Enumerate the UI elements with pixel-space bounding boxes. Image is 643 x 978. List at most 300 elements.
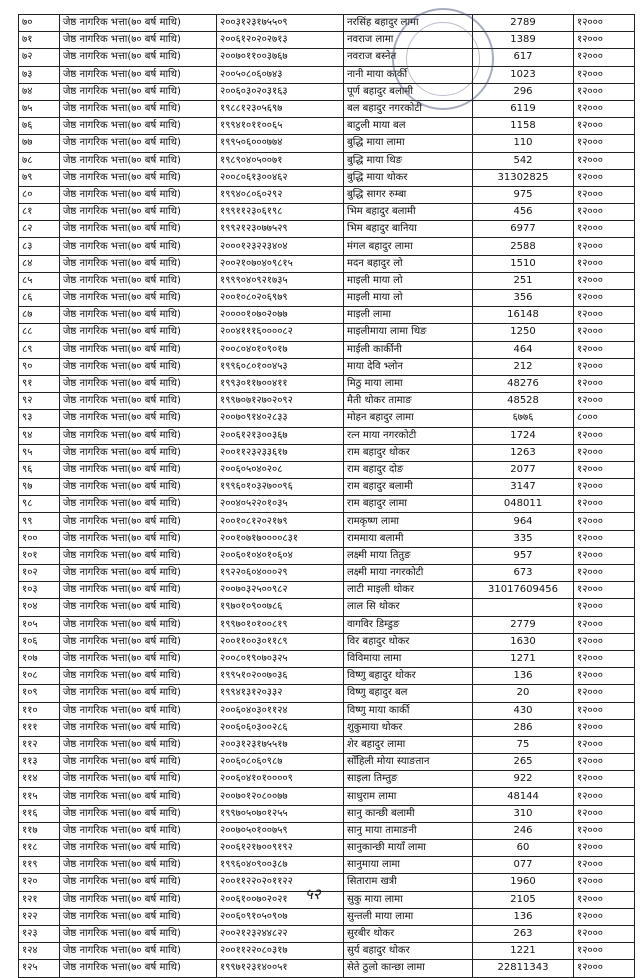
table-row <box>19 341 635 358</box>
serial-number-cell: १११ <box>19 719 60 736</box>
id-number-cell: २००१०८०२०६९७९ <box>217 290 344 307</box>
id-number-cell: २००७०१२०८००७७ <box>217 788 344 805</box>
table-row <box>19 908 635 925</box>
table-row <box>19 925 635 942</box>
table-row <box>19 788 635 805</box>
serial-number-cell: ११३ <box>19 754 60 771</box>
account-number-cell: 1158 <box>473 118 574 135</box>
table-row <box>19 702 635 719</box>
serial-number-cell: १२३ <box>19 925 60 942</box>
serial-number-cell: १०५ <box>19 616 60 633</box>
account-number-cell: 3147 <box>473 479 574 496</box>
serial-number-cell: १०६ <box>19 633 60 650</box>
beneficiary-name-cell: सुर्य बहादुर थोकर <box>344 943 473 960</box>
category-cell: जेष्ठ नागरिक भत्ता(७० बर्ष माथि) <box>60 186 217 203</box>
id-number-cell: २००४१११६००००८२ <box>217 324 344 341</box>
table-row <box>19 83 635 100</box>
account-number-cell: 048011 <box>473 496 574 513</box>
serial-number-cell: ७२ <box>19 49 60 66</box>
table-body <box>19 15 635 978</box>
id-number-cell: २००११२३२३३६१७ <box>217 444 344 461</box>
serial-number-cell: ९२ <box>19 393 60 410</box>
category-cell: जेष्ठ नागरिक भत्ता(७० बर्ष माथि) <box>60 908 217 925</box>
serial-number-cell: ७९ <box>19 169 60 186</box>
serial-number-cell: ८१ <box>19 204 60 221</box>
serial-number-cell: ७० <box>19 15 60 32</box>
id-number-cell: २००६०६०३००२८६ <box>217 719 344 736</box>
table-row <box>19 530 635 547</box>
amount-cell: १२००० <box>574 650 635 667</box>
id-number-cell: २००११००३०११८९ <box>217 633 344 650</box>
category-cell: जेष्ठ नागरिक भत्ता(७० बर्ष माथि) <box>60 461 217 478</box>
account-number-cell: 310 <box>473 805 574 822</box>
account-number-cell: 1510 <box>473 255 574 272</box>
id-number-cell: २००६०१०४०१०६०४ <box>217 547 344 564</box>
category-cell: जेष्ठ नागरिक भत्ता(७० बर्ष माथि) <box>60 702 217 719</box>
id-number-cell: २०००१२३२२३४०४ <box>217 238 344 255</box>
table-row <box>19 238 635 255</box>
table-row <box>19 66 635 83</box>
table-row <box>19 427 635 444</box>
serial-number-cell: १२० <box>19 874 60 891</box>
table-row <box>19 186 635 203</box>
id-number-cell: २००१०७१७००००८३१ <box>217 530 344 547</box>
serial-number-cell: १०२ <box>19 565 60 582</box>
account-number-cell: 6119 <box>473 100 574 117</box>
beneficiary-name-cell: शेर बहादुर लामा <box>344 736 473 753</box>
account-number-cell: 335 <box>473 530 574 547</box>
id-number-cell: २००६०५०४०२०८ <box>217 461 344 478</box>
beneficiary-name-cell: रामकृष्ण लामा <box>344 513 473 530</box>
serial-number-cell: ८३ <box>19 238 60 255</box>
category-cell: जेष्ठ नागरिक भत्ता(७० बर्ष माथि) <box>60 49 217 66</box>
category-cell: जेष्ठ नागरिक भत्ता(७० बर्ष माथि) <box>60 341 217 358</box>
table-row <box>19 393 635 410</box>
category-cell: जेष्ठ नागरिक भत्ता(७० बर्ष माथि) <box>60 874 217 891</box>
account-number-cell: 22811343 <box>473 960 574 977</box>
table-row <box>19 479 635 496</box>
amount-cell: १२००० <box>574 393 635 410</box>
account-number-cell: 16148 <box>473 307 574 324</box>
serial-number-cell: १०९ <box>19 685 60 702</box>
beneficiary-name-cell: विविमाया लामा <box>344 650 473 667</box>
amount-cell: १२००० <box>574 719 635 736</box>
account-number-cell: ६७७६ <box>473 410 574 427</box>
beneficiary-name-cell: मैती थोकर तामाङ <box>344 393 473 410</box>
category-cell: जेष्ठ नागरिक भत्ता(७० बर्ष माथि) <box>60 925 217 942</box>
category-cell: जेष्ठ नागरिक भत्ता(७० बर्ष माथि) <box>60 169 217 186</box>
table-row <box>19 100 635 117</box>
category-cell: जेष्ठ नागरिक भत्ता(७० बर्ष माथि) <box>60 272 217 289</box>
beneficiary-name-cell: पूर्ण बहादुर बलामी <box>344 83 473 100</box>
table-row <box>19 272 635 289</box>
account-number-cell: 356 <box>473 290 574 307</box>
beneficiary-name-cell: सोँहिली मोया स्याङतान <box>344 754 473 771</box>
serial-number-cell: ९५ <box>19 444 60 461</box>
category-cell: जेष्ठ नागरिक भत्ता(७० बर्ष माथि) <box>60 668 217 685</box>
id-number-cell: १९९६०१०३२७००९६ <box>217 479 344 496</box>
account-number-cell: 1960 <box>473 874 574 891</box>
amount-cell: १२००० <box>574 341 635 358</box>
table-row <box>19 118 635 135</box>
account-number-cell: 48144 <box>473 788 574 805</box>
id-number-cell: २००४०५२२०१०३५ <box>217 496 344 513</box>
account-number-cell: 2588 <box>473 238 574 255</box>
category-cell: जेष्ठ नागरिक भत्ता(७० बर्ष माथि) <box>60 255 217 272</box>
beneficiary-name-cell: भिम बहादुर बलामी <box>344 204 473 221</box>
amount-cell: १२००० <box>574 633 635 650</box>
id-number-cell: १९८८१२३०५६९७ <box>217 100 344 117</box>
category-cell: जेष्ठ नागरिक भत्ता(७० बर्ष माथि) <box>60 427 217 444</box>
account-number-cell: 922 <box>473 771 574 788</box>
amount-cell: १२००० <box>574 32 635 49</box>
account-number-cell: 212 <box>473 358 574 375</box>
category-cell: जेष्ठ नागरिक भत्ता(७० बर्ष माथि) <box>60 857 217 874</box>
serial-number-cell: ९७ <box>19 479 60 496</box>
category-cell: जेष्ठ नागरिक भत्ता(७० बर्ष माथि) <box>60 410 217 427</box>
category-cell: जेष्ठ नागरिक भत्ता(७० बर्ष माथि) <box>60 32 217 49</box>
beneficiary-name-cell: नवराज लामा <box>344 32 473 49</box>
serial-number-cell: ८५ <box>19 272 60 289</box>
category-cell: जेष्ठ नागरिक भत्ता(७० बर्ष माथि) <box>60 943 217 960</box>
serial-number-cell: ११६ <box>19 805 60 822</box>
serial-number-cell: ११४ <box>19 771 60 788</box>
serial-number-cell: ७६ <box>19 118 60 135</box>
account-number-cell: 464 <box>473 341 574 358</box>
table-row <box>19 135 635 152</box>
beneficiary-table <box>18 14 635 978</box>
beneficiary-name-cell: वागविर डिम्डुङ <box>344 616 473 633</box>
id-number-cell: २००३१२३१७५५१७ <box>217 736 344 753</box>
table-row <box>19 599 635 616</box>
serial-number-cell: ९६ <box>19 461 60 478</box>
amount-cell: १२००० <box>574 685 635 702</box>
amount-cell: १२००० <box>574 49 635 66</box>
id-number-cell: १९९९०४०९२१७३५ <box>217 272 344 289</box>
serial-number-cell: ७७ <box>19 135 60 152</box>
beneficiary-name-cell: माइली माया लो <box>344 290 473 307</box>
category-cell: जेष्ठ नागरिक भत्ता(७० बर्ष माथि) <box>60 736 217 753</box>
account-number-cell: 673 <box>473 565 574 582</box>
account-number-cell: 1221 <box>473 943 574 960</box>
account-number-cell: 60 <box>473 840 574 857</box>
amount-cell: १२००० <box>574 822 635 839</box>
amount-cell: १२००० <box>574 66 635 83</box>
amount-cell: १२००० <box>574 290 635 307</box>
beneficiary-name-cell: सुकु माया लामा <box>344 891 473 908</box>
amount-cell: १२००० <box>574 857 635 874</box>
amount-cell: १२००० <box>574 771 635 788</box>
table-row <box>19 410 635 427</box>
amount-cell: १२००० <box>574 186 635 203</box>
table-row <box>19 582 635 599</box>
account-number-cell: 136 <box>473 908 574 925</box>
serial-number-cell: १२५ <box>19 960 60 977</box>
id-number-cell: १९९३०११७००४११ <box>217 375 344 392</box>
table-row <box>19 444 635 461</box>
beneficiary-name-cell: बल बहादुर नगरकोटी <box>344 100 473 117</box>
id-number-cell: २००६१२०२०२७१३ <box>217 32 344 49</box>
id-number-cell: २००७०११००३७६७ <box>217 49 344 66</box>
id-number-cell: २००२१२३२४४८२२ <box>217 925 344 942</box>
serial-number-cell: ८० <box>19 186 60 203</box>
id-number-cell: २००५०८०६०७४३ <box>217 66 344 83</box>
amount-cell: १२००० <box>574 616 635 633</box>
account-number-cell: 617 <box>473 49 574 66</box>
beneficiary-name-cell: नानी माया कार्की <box>344 66 473 83</box>
id-number-cell: १९९११२३०६१९८ <box>217 204 344 221</box>
id-number-cell: १९९४०८०६०२९२ <box>217 186 344 203</box>
amount-cell: १२००० <box>574 530 635 547</box>
beneficiary-name-cell: नरसिंह बहादुर लामा <box>344 15 473 32</box>
id-number-cell: १९९७०५०७०१२५५ <box>217 805 344 822</box>
beneficiary-name-cell: राम बहादुर दोङ <box>344 461 473 478</box>
id-number-cell: २००६०९१०५०९०७ <box>217 908 344 925</box>
account-number-cell: 077 <box>473 857 574 874</box>
id-number-cell: २००६१२१३००३६७ <box>217 427 344 444</box>
account-number-cell: 110 <box>473 135 574 152</box>
amount-cell: १२००० <box>574 513 635 530</box>
serial-number-cell: ८६ <box>19 290 60 307</box>
category-cell: जेष्ठ नागरिक भत्ता(७० बर्ष माथि) <box>60 719 217 736</box>
category-cell: जेष्ठ नागरिक भत्ता(७० बर्ष माथि) <box>60 633 217 650</box>
id-number-cell: १९९६०४०९००३८७ <box>217 857 344 874</box>
table-row <box>19 685 635 702</box>
id-number-cell: २००१०८१२०२१७९ <box>217 513 344 530</box>
table-row <box>19 375 635 392</box>
table-row <box>19 633 635 650</box>
id-number-cell: २००७०९१४०२८३३ <box>217 410 344 427</box>
id-number-cell: २००११२२०२०११२२ <box>217 874 344 891</box>
category-cell: जेष्ठ नागरिक भत्ता(७० बर्ष माथि) <box>60 891 217 908</box>
beneficiary-name-cell: भिम बहादुर बानिया <box>344 221 473 238</box>
account-number-cell: 1023 <box>473 66 574 83</box>
amount-cell: १२००० <box>574 272 635 289</box>
table-row <box>19 771 635 788</box>
amount-cell: १२००० <box>574 908 635 925</box>
table-row <box>19 290 635 307</box>
account-number-cell: 48528 <box>473 393 574 410</box>
beneficiary-name-cell: साइला तिम्तुङ <box>344 771 473 788</box>
beneficiary-name-cell: सुन्तली माया लामा <box>344 908 473 925</box>
id-number-cell: १९२२०६०४०००२९ <box>217 565 344 582</box>
account-number-cell: 2105 <box>473 891 574 908</box>
beneficiary-sheet <box>18 14 634 978</box>
amount-cell: १२००० <box>574 358 635 375</box>
beneficiary-name-cell: राममाया बलामी <box>344 530 473 547</box>
beneficiary-name-cell: राम बहादुर बलामी <box>344 479 473 496</box>
id-number-cell: १९९६०८०१००४५३ <box>217 358 344 375</box>
category-cell: जेष्ठ नागरिक भत्ता(७० बर्ष माथि) <box>60 307 217 324</box>
serial-number-cell: ११५ <box>19 788 60 805</box>
amount-cell: १२००० <box>574 135 635 152</box>
beneficiary-name-cell: मोहन बहादुर लामा <box>344 410 473 427</box>
beneficiary-name-cell: बुद्धि माया थिङ <box>344 152 473 169</box>
category-cell: जेष्ठ नागरिक भत्ता(७० बर्ष माथि) <box>60 118 217 135</box>
serial-number-cell: ११९ <box>19 857 60 874</box>
serial-number-cell: ७३ <box>19 66 60 83</box>
table-row <box>19 616 635 633</box>
table-row <box>19 255 635 272</box>
category-cell: जेष्ठ नागरिक भत्ता(७० बर्ष माथि) <box>60 805 217 822</box>
account-number-cell: 2077 <box>473 461 574 478</box>
table-row <box>19 32 635 49</box>
amount-cell: १२००० <box>574 324 635 341</box>
serial-number-cell: ७१ <box>19 32 60 49</box>
category-cell: जेष्ठ नागरिक भत्ता(७० बर्ष माथि) <box>60 530 217 547</box>
category-cell: जेष्ठ नागरिक भत्ता(७० बर्ष माथि) <box>60 754 217 771</box>
category-cell: जेष्ठ नागरिक भत्ता(७० बर्ष माथि) <box>60 324 217 341</box>
table-row <box>19 496 635 513</box>
account-number-cell: 296 <box>473 83 574 100</box>
id-number-cell: २००६०८०६०९८७ <box>217 754 344 771</box>
account-number-cell: 1389 <box>473 32 574 49</box>
serial-number-cell: ८७ <box>19 307 60 324</box>
account-number-cell: 265 <box>473 754 574 771</box>
id-number-cell: २००००१०७०२०७७ <box>217 307 344 324</box>
serial-number-cell: ९१ <box>19 375 60 392</box>
amount-cell: १२००० <box>574 874 635 891</box>
account-number-cell: 1724 <box>473 427 574 444</box>
id-number-cell: १९९५०६०००७७४ <box>217 135 344 152</box>
amount-cell: १२००० <box>574 15 635 32</box>
amount-cell: १२००० <box>574 375 635 392</box>
table-row <box>19 204 635 221</box>
id-number-cell: १९८९०४०५००७१ <box>217 152 344 169</box>
serial-number-cell: १०४ <box>19 599 60 616</box>
table-row <box>19 943 635 960</box>
account-number-cell: 286 <box>473 719 574 736</box>
beneficiary-name-cell: मंगल बहादुर लामा <box>344 238 473 255</box>
id-number-cell: १९९५१०२००७०३६ <box>217 668 344 685</box>
serial-number-cell: १२४ <box>19 943 60 960</box>
amount-cell: १२००० <box>574 221 635 238</box>
account-number-cell: 1263 <box>473 444 574 461</box>
table-row <box>19 307 635 324</box>
table-row <box>19 822 635 839</box>
category-cell: जेष्ठ नागरिक भत्ता(७० बर्ष माथि) <box>60 204 217 221</box>
category-cell: जेष्ठ नागरिक भत्ता(७० बर्ष माथि) <box>60 290 217 307</box>
serial-number-cell: ९९ <box>19 513 60 530</box>
account-number-cell: 430 <box>473 702 574 719</box>
category-cell: जेष्ठ नागरिक भत्ता(७० बर्ष माथि) <box>60 135 217 152</box>
id-number-cell: २००६१००७०२०२१ <box>217 891 344 908</box>
amount-cell: १२००० <box>574 754 635 771</box>
beneficiary-name-cell: बाटुली माया बल <box>344 118 473 135</box>
id-number-cell: १९९२१२३०७७५२९ <box>217 221 344 238</box>
beneficiary-name-cell: मिठु माया लामा <box>344 375 473 392</box>
table-row <box>19 754 635 771</box>
table-row <box>19 565 635 582</box>
beneficiary-name-cell: बुद्धि माया लामा <box>344 135 473 152</box>
category-cell: जेष्ठ नागरिक भत्ता(७० बर्ष माथि) <box>60 152 217 169</box>
beneficiary-name-cell: लाटी माइली थोकर <box>344 582 473 599</box>
serial-number-cell: ७४ <box>19 83 60 100</box>
amount-cell: १२००० <box>574 582 635 599</box>
account-number-cell: 957 <box>473 547 574 564</box>
id-number-cell: २००२१०७०४०९८१५ <box>217 255 344 272</box>
table-row <box>19 461 635 478</box>
account-number-cell: 964 <box>473 513 574 530</box>
id-number-cell: २००७०५०१००७५९ <box>217 822 344 839</box>
beneficiary-name-cell: बुद्धि सागर रुम्बा <box>344 186 473 203</box>
category-cell: जेष्ठ नागरिक भत्ता(७० बर्ष माथि) <box>60 582 217 599</box>
beneficiary-name-cell: लक्ष्मी माया तितुङ <box>344 547 473 564</box>
id-number-cell: २००६०४१०१००००९ <box>217 771 344 788</box>
serial-number-cell: ९४ <box>19 427 60 444</box>
table-row <box>19 49 635 66</box>
table-row <box>19 650 635 667</box>
serial-number-cell: ९० <box>19 358 60 375</box>
id-number-cell: २००६१२१७००९१९२ <box>217 840 344 857</box>
id-number-cell: २००८०६१३००४६२ <box>217 169 344 186</box>
id-number-cell: १९९७०७१२७०२०९२ <box>217 393 344 410</box>
amount-cell: १२००० <box>574 496 635 513</box>
table-row <box>19 857 635 874</box>
amount-cell: १२००० <box>574 840 635 857</box>
table-row <box>19 805 635 822</box>
id-number-cell: २००११२२०८०३१७ <box>217 943 344 960</box>
amount-cell: १२००० <box>574 925 635 942</box>
beneficiary-name-cell: शुकुमाया थोकर <box>344 719 473 736</box>
amount-cell: १२००० <box>574 169 635 186</box>
category-cell: जेष्ठ नागरिक भत्ता(७० बर्ष माथि) <box>60 238 217 255</box>
id-number-cell: २००६०४०३०११२४ <box>217 702 344 719</box>
account-number-cell: 1250 <box>473 324 574 341</box>
category-cell: जेष्ठ नागरिक भत्ता(७० बर्ष माथि) <box>60 771 217 788</box>
beneficiary-name-cell: सेते ठुलो कान्छा लामा <box>344 960 473 977</box>
beneficiary-name-cell: माइली लामा <box>344 307 473 324</box>
page-mark: ५२ <box>305 885 321 903</box>
table-row <box>19 668 635 685</box>
amount-cell: १२००० <box>574 599 635 616</box>
beneficiary-name-cell: सिताराम खत्री <box>344 874 473 891</box>
id-number-cell: २००७०३२५००९८२ <box>217 582 344 599</box>
account-number-cell: 6977 <box>473 221 574 238</box>
account-number-cell: 2779 <box>473 616 574 633</box>
amount-cell: १२००० <box>574 960 635 977</box>
amount-cell: १२००० <box>574 479 635 496</box>
account-number-cell: 975 <box>473 186 574 203</box>
beneficiary-name-cell: सानुकान्छी मायाँ लामा <box>344 840 473 857</box>
category-cell: जेष्ठ नागरिक भत्ता(७० बर्ष माथि) <box>60 840 217 857</box>
amount-cell: १२००० <box>574 255 635 272</box>
category-cell: जेष्ठ नागरिक भत्ता(७० बर्ष माथि) <box>60 100 217 117</box>
category-cell: जेष्ठ नागरिक भत्ता(७० बर्ष माथि) <box>60 616 217 633</box>
serial-number-cell: १०७ <box>19 650 60 667</box>
beneficiary-name-cell: बुद्धि माया थोकर <box>344 169 473 186</box>
amount-cell: १२००० <box>574 565 635 582</box>
account-number-cell: 246 <box>473 822 574 839</box>
table-row <box>19 547 635 564</box>
category-cell: जेष्ठ नागरिक भत्ता(७० बर्ष माथि) <box>60 788 217 805</box>
id-number-cell: १९९४१३१२०३३२ <box>217 685 344 702</box>
amount-cell: १२००० <box>574 891 635 908</box>
serial-number-cell: १०३ <box>19 582 60 599</box>
serial-number-cell: ८९ <box>19 341 60 358</box>
beneficiary-name-cell: विष्णु माया कार्की <box>344 702 473 719</box>
amount-cell: १२००० <box>574 702 635 719</box>
category-cell: जेष्ठ नागरिक भत्ता(७० बर्ष माथि) <box>60 650 217 667</box>
serial-number-cell: ११२ <box>19 736 60 753</box>
account-number-cell: 136 <box>473 668 574 685</box>
id-number-cell: २००८०१९०७०३२५ <box>217 650 344 667</box>
id-number-cell: १९९७०१०१००८१९ <box>217 616 344 633</box>
serial-number-cell: ११८ <box>19 840 60 857</box>
beneficiary-name-cell: राम बहादुर थोकर <box>344 444 473 461</box>
category-cell: जेष्ठ नागरिक भत्ता(७० बर्ष माथि) <box>60 15 217 32</box>
category-cell: जेष्ठ नागरिक भत्ता(७० बर्ष माथि) <box>60 496 217 513</box>
